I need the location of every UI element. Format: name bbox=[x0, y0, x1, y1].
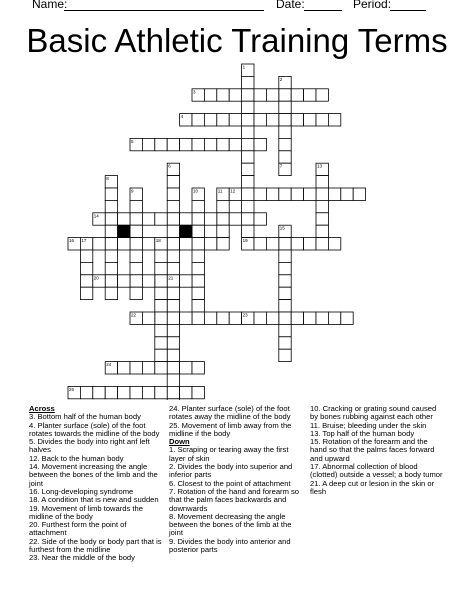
grid-cell[interactable] bbox=[229, 138, 241, 150]
grid-cell[interactable] bbox=[254, 213, 266, 225]
grid-cell[interactable] bbox=[167, 324, 179, 336]
grid-cell[interactable] bbox=[217, 225, 229, 237]
grid-cell[interactable] bbox=[254, 188, 266, 200]
grid-number: 17 bbox=[81, 238, 87, 244]
grid-cell[interactable] bbox=[341, 312, 353, 324]
grid-cell[interactable] bbox=[167, 176, 179, 188]
grid-cell[interactable] bbox=[155, 362, 167, 374]
grid-cell[interactable] bbox=[155, 250, 167, 262]
grid-cell[interactable] bbox=[204, 238, 216, 250]
grid-cell[interactable] bbox=[217, 89, 229, 101]
grid-cell[interactable] bbox=[242, 151, 254, 163]
grid-cell[interactable] bbox=[242, 176, 254, 188]
grid-cell[interactable] bbox=[291, 312, 303, 324]
clue-down-6: 6. Closest to the point of attachment bbox=[169, 478, 291, 488]
grid-cell[interactable] bbox=[242, 225, 254, 237]
grid-cell[interactable] bbox=[304, 114, 316, 126]
grid-cell[interactable] bbox=[155, 275, 167, 287]
grid-cell[interactable] bbox=[155, 349, 167, 361]
grid-cell[interactable] bbox=[279, 238, 291, 250]
grid-cell[interactable] bbox=[291, 114, 303, 126]
grid-cell[interactable] bbox=[204, 213, 216, 225]
clue-down-7: 7. Rotation of the hand and forearm so that the palm faces backwards and downwards bbox=[169, 486, 300, 513]
grid-cell[interactable] bbox=[167, 262, 179, 274]
grid-cell[interactable] bbox=[142, 213, 154, 225]
grid-cell[interactable] bbox=[155, 386, 167, 398]
grid-cell[interactable] bbox=[155, 138, 167, 150]
grid-cell[interactable] bbox=[130, 287, 142, 299]
clue-down-17: 17. Abnormal collection of blood (clotted) outside a vessel; a body tumor bbox=[310, 462, 443, 480]
grid-cell[interactable] bbox=[167, 312, 179, 324]
grid-cell[interactable] bbox=[130, 200, 142, 212]
grid-cell[interactable] bbox=[316, 89, 328, 101]
grid-cell[interactable] bbox=[279, 275, 291, 287]
grid-cell[interactable] bbox=[328, 238, 340, 250]
grid-cell[interactable] bbox=[180, 138, 192, 150]
grid-cell[interactable] bbox=[105, 275, 117, 287]
grid-cell[interactable] bbox=[167, 399, 179, 400]
grid-cell[interactable] bbox=[180, 312, 192, 324]
grid-cell[interactable] bbox=[229, 213, 241, 225]
clue-across-3: 3. Bottom half of the human body bbox=[29, 412, 141, 422]
clue-across-19: 19. Movement of limb towards the midline of the body bbox=[29, 503, 143, 521]
grid-cell[interactable] bbox=[279, 300, 291, 312]
grid-cell[interactable] bbox=[316, 213, 328, 225]
grid-cell[interactable] bbox=[167, 349, 179, 361]
grid-cell[interactable] bbox=[118, 362, 130, 374]
grid-cell[interactable] bbox=[155, 324, 167, 336]
grid-number: 10 bbox=[193, 188, 199, 194]
grid-cell[interactable] bbox=[192, 362, 204, 374]
clue-down-15: 15. Rotation of the forearm and the hand so that the palms faces forward and upward bbox=[310, 437, 435, 463]
page-title: Basic Athletic Training Terms bbox=[26, 22, 448, 59]
grid-cell[interactable] bbox=[142, 312, 154, 324]
grid-cell[interactable] bbox=[242, 138, 254, 150]
grid-cell[interactable] bbox=[105, 287, 117, 299]
grid-cell[interactable] bbox=[130, 250, 142, 262]
grid-number: 19 bbox=[242, 238, 248, 244]
grid-cell[interactable] bbox=[316, 188, 328, 200]
grid-cell[interactable] bbox=[105, 238, 117, 250]
grid-number: 11 bbox=[217, 188, 223, 194]
grid-cell[interactable] bbox=[217, 312, 229, 324]
grid-cell[interactable] bbox=[80, 262, 92, 274]
down-clues bbox=[310, 405, 446, 496]
grid-cell[interactable] bbox=[229, 312, 241, 324]
grid-cell[interactable] bbox=[167, 287, 179, 299]
grid-cell[interactable] bbox=[180, 275, 192, 287]
grid-cell[interactable] bbox=[279, 262, 291, 274]
grid-cell[interactable] bbox=[192, 114, 204, 126]
grid-cell[interactable] bbox=[192, 262, 204, 274]
grid-cell[interactable] bbox=[304, 89, 316, 101]
clue-down-8: 8. Movement decreasing the angle between the bones of the limb at the joint bbox=[169, 511, 292, 538]
grid-cell[interactable] bbox=[217, 114, 229, 126]
grid-number: 15 bbox=[279, 225, 285, 231]
grid-cell[interactable] bbox=[328, 188, 340, 200]
clue-down-2: 2. Divides the body into superior and inferior parts bbox=[169, 462, 293, 480]
grid-cell[interactable] bbox=[130, 362, 142, 374]
grid-cell[interactable] bbox=[242, 76, 254, 88]
clue-across-12: 12. Back to the human body bbox=[29, 453, 124, 463]
grid-cell[interactable] bbox=[192, 200, 204, 212]
grid-cell[interactable] bbox=[242, 126, 254, 138]
grid-cell[interactable] bbox=[279, 126, 291, 138]
grid-number: 7 bbox=[279, 163, 283, 169]
grid-cell[interactable] bbox=[80, 287, 92, 299]
grid-cell[interactable] bbox=[291, 188, 303, 200]
grid-cell[interactable] bbox=[155, 213, 167, 225]
grid-cell[interactable] bbox=[254, 238, 266, 250]
grid-number: 12 bbox=[230, 188, 236, 194]
grid-cell[interactable] bbox=[279, 89, 291, 101]
grid-number: 8 bbox=[106, 176, 109, 182]
grid-block bbox=[118, 225, 130, 237]
grid-cell[interactable] bbox=[279, 349, 291, 361]
grid-cell[interactable] bbox=[105, 386, 117, 398]
grid-number: 21 bbox=[168, 275, 174, 281]
grid-cell[interactable] bbox=[180, 238, 192, 250]
grid-cell[interactable] bbox=[192, 138, 204, 150]
grid-cell[interactable] bbox=[155, 287, 167, 299]
clue-down-11: 11. Bruise; bleeding under the skin bbox=[310, 420, 427, 430]
grid-cell[interactable] bbox=[217, 238, 229, 250]
grid-number: 9 bbox=[131, 188, 134, 194]
grid-cell[interactable] bbox=[242, 114, 254, 126]
grid-cell[interactable] bbox=[242, 89, 254, 101]
grid-cell[interactable] bbox=[142, 386, 154, 398]
grid-cell[interactable] bbox=[192, 386, 204, 398]
grid-number: 22 bbox=[131, 312, 137, 318]
grid-cell[interactable] bbox=[353, 188, 365, 200]
grid-cell[interactable] bbox=[80, 250, 92, 262]
clue-down-21: 21. A deep cut or lesion in the skin or flesh bbox=[310, 478, 435, 496]
grid-cell[interactable] bbox=[279, 114, 291, 126]
grid-cell[interactable] bbox=[155, 312, 167, 324]
grid-cell[interactable] bbox=[180, 362, 192, 374]
grid-cell[interactable] bbox=[155, 262, 167, 274]
grid-cell[interactable] bbox=[142, 238, 154, 250]
grid-cell[interactable] bbox=[204, 138, 216, 150]
grid-cell[interactable] bbox=[229, 89, 241, 101]
grid-cell[interactable] bbox=[304, 238, 316, 250]
grid-number: 1 bbox=[242, 64, 246, 70]
grid-number: 25 bbox=[69, 386, 75, 392]
grid-cell[interactable] bbox=[130, 262, 142, 274]
clue-down-1: 1. Scraping or tearing away the first layer of skin bbox=[169, 445, 289, 463]
grid-cell[interactable] bbox=[341, 188, 353, 200]
grid-cell[interactable] bbox=[93, 238, 105, 250]
grid-block bbox=[180, 225, 192, 237]
grid-cell[interactable] bbox=[192, 275, 204, 287]
grid-cell[interactable] bbox=[192, 287, 204, 299]
grid-cell[interactable] bbox=[105, 188, 117, 200]
grid-cell[interactable] bbox=[229, 114, 241, 126]
clue-across-16: 16. Long-developing syndrome bbox=[29, 486, 134, 496]
grid-cell[interactable] bbox=[118, 238, 130, 250]
grid-cell[interactable] bbox=[316, 176, 328, 188]
clue-down-10: 10. Cracking or grating sound caused by bones rubbing against each other bbox=[310, 404, 437, 422]
grid-cell[interactable] bbox=[266, 312, 278, 324]
grid-cell[interactable] bbox=[316, 114, 328, 126]
grid-cell[interactable] bbox=[167, 188, 179, 200]
grid-cell[interactable] bbox=[279, 138, 291, 150]
grid-cell[interactable] bbox=[105, 200, 117, 212]
grid-cell[interactable] bbox=[167, 300, 179, 312]
grid-cell[interactable] bbox=[204, 312, 216, 324]
grid-cell[interactable] bbox=[192, 300, 204, 312]
grid-cell[interactable] bbox=[142, 275, 154, 287]
grid-cell[interactable] bbox=[180, 386, 192, 398]
grid-cell[interactable] bbox=[167, 386, 179, 398]
grid-cell[interactable] bbox=[266, 114, 278, 126]
grid-cell[interactable] bbox=[130, 213, 142, 225]
grid-cell[interactable] bbox=[167, 374, 179, 386]
across-heading: Across bbox=[29, 404, 55, 413]
grid-cell[interactable] bbox=[167, 138, 179, 150]
grid-cell[interactable] bbox=[316, 312, 328, 324]
grid-cell[interactable] bbox=[204, 114, 216, 126]
grid-cell[interactable] bbox=[118, 213, 130, 225]
name-label: Name: bbox=[32, 0, 68, 11]
across-clues bbox=[29, 405, 165, 563]
grid-cell[interactable] bbox=[266, 188, 278, 200]
grid-cell[interactable] bbox=[279, 287, 291, 299]
grid-cell[interactable] bbox=[167, 225, 179, 237]
grid-cell[interactable] bbox=[192, 225, 204, 237]
date-label: Date: bbox=[276, 0, 305, 11]
clue-across-24: 24. Planter surface (sole) of the foot rotates away the midline of the body bbox=[169, 404, 291, 422]
clue-down-9: 9. Divides the body into anterior and posterior parts bbox=[169, 536, 291, 555]
grid-cell[interactable] bbox=[304, 312, 316, 324]
grid-cell[interactable] bbox=[242, 101, 254, 113]
grid-cell[interactable] bbox=[180, 213, 192, 225]
grid-number: 2 bbox=[279, 76, 283, 82]
grid-cell[interactable] bbox=[167, 200, 179, 212]
clue-across-22: 22. Side of the body or body part that is furthest from the midline bbox=[29, 536, 162, 555]
grid-cell[interactable] bbox=[316, 238, 328, 250]
clue-across-4: 4. Planter surface (sole) of the foot rotates towards the midline of the body bbox=[29, 420, 160, 438]
grid-cell[interactable] bbox=[155, 337, 167, 349]
grid-number: 24 bbox=[106, 362, 112, 368]
clue-across-14: 14. Movement increasing the angle between the bones of the limb and the joint bbox=[29, 462, 158, 488]
grid-cell[interactable] bbox=[130, 238, 142, 250]
grid-cell[interactable] bbox=[142, 138, 154, 150]
grid-cell[interactable] bbox=[130, 386, 142, 398]
grid-cell[interactable] bbox=[328, 114, 340, 126]
grid-cell[interactable] bbox=[279, 337, 291, 349]
grid-cell[interactable] bbox=[155, 300, 167, 312]
grid-cell[interactable] bbox=[279, 250, 291, 262]
grid-cell[interactable] bbox=[217, 138, 229, 150]
grid-number: 16 bbox=[69, 238, 75, 244]
grid-cell[interactable] bbox=[167, 337, 179, 349]
grid-number: 18 bbox=[155, 238, 161, 244]
clue-down-13: 13. Top half of the human body bbox=[310, 428, 415, 438]
grid-cell[interactable] bbox=[192, 250, 204, 262]
grid-cell[interactable] bbox=[142, 362, 154, 374]
grid-number: 6 bbox=[168, 163, 171, 169]
grid-cell[interactable] bbox=[167, 250, 179, 262]
clue-across-25: 25. Movement of limb away from the midline if the body bbox=[169, 420, 292, 438]
grid-cell[interactable] bbox=[242, 188, 254, 200]
grid-number: 4 bbox=[180, 114, 184, 120]
grid-cell[interactable] bbox=[217, 213, 229, 225]
grid-cell[interactable] bbox=[130, 275, 142, 287]
grid-cell[interactable] bbox=[254, 114, 266, 126]
grid-cell[interactable] bbox=[167, 213, 179, 225]
grid-cell[interactable] bbox=[105, 225, 117, 237]
grid-cell[interactable] bbox=[118, 386, 130, 398]
grid-cell[interactable] bbox=[328, 312, 340, 324]
grid-cell[interactable] bbox=[254, 312, 266, 324]
grid-cell[interactable] bbox=[192, 238, 204, 250]
grid-cell[interactable] bbox=[316, 225, 328, 237]
grid-cell[interactable] bbox=[266, 238, 278, 250]
grid-cell[interactable] bbox=[105, 262, 117, 274]
grid-cell[interactable] bbox=[217, 200, 229, 212]
grid-cell[interactable] bbox=[192, 312, 204, 324]
grid-cell[interactable] bbox=[304, 188, 316, 200]
grid-number: 5 bbox=[131, 138, 134, 144]
clue-across-23: 23. Near the middle of the body bbox=[29, 553, 135, 563]
grid-cell[interactable] bbox=[279, 188, 291, 200]
grid-number: 13 bbox=[317, 163, 323, 169]
grid-cell[interactable] bbox=[279, 312, 291, 324]
grid-cell[interactable] bbox=[167, 238, 179, 250]
grid-cell[interactable] bbox=[279, 101, 291, 113]
grid-number: 23 bbox=[242, 312, 248, 318]
grid-cell[interactable] bbox=[266, 89, 278, 101]
grid-cell[interactable] bbox=[167, 362, 179, 374]
grid-cell[interactable] bbox=[118, 275, 130, 287]
grid-number: 14 bbox=[93, 213, 99, 219]
grid-cell[interactable] bbox=[254, 138, 266, 150]
grid-cell[interactable] bbox=[242, 213, 254, 225]
grid-cell[interactable] bbox=[130, 225, 142, 237]
grid-cell[interactable] bbox=[192, 213, 204, 225]
grid-number: 3 bbox=[193, 89, 196, 95]
grid-number: 20 bbox=[93, 275, 99, 281]
grid-cell[interactable] bbox=[80, 275, 92, 287]
grid-cell[interactable] bbox=[93, 386, 105, 398]
grid-cell[interactable] bbox=[204, 89, 216, 101]
clue-across-5: 5. Divides the body into right anf left halves bbox=[29, 437, 150, 455]
down-heading: Down bbox=[169, 437, 190, 447]
clue-across-20: 20. Furthest form the point of attachment bbox=[29, 520, 127, 538]
grid-cell[interactable] bbox=[105, 250, 117, 262]
grid-cell[interactable] bbox=[242, 163, 254, 175]
grid-cell[interactable] bbox=[105, 213, 117, 225]
grid-cell[interactable] bbox=[80, 386, 92, 398]
grid-cell[interactable] bbox=[254, 89, 266, 101]
grid-cell[interactable] bbox=[242, 200, 254, 212]
grid-cell[interactable] bbox=[279, 324, 291, 336]
grid-cell[interactable] bbox=[316, 200, 328, 212]
grid-cell[interactable] bbox=[291, 89, 303, 101]
period-label: Period: bbox=[353, 0, 392, 11]
clue-across-18: 18. A condition that is new and sudden bbox=[29, 495, 159, 505]
grid-cell[interactable] bbox=[279, 151, 291, 163]
middle-clues bbox=[169, 405, 303, 554]
grid-cell[interactable] bbox=[291, 238, 303, 250]
